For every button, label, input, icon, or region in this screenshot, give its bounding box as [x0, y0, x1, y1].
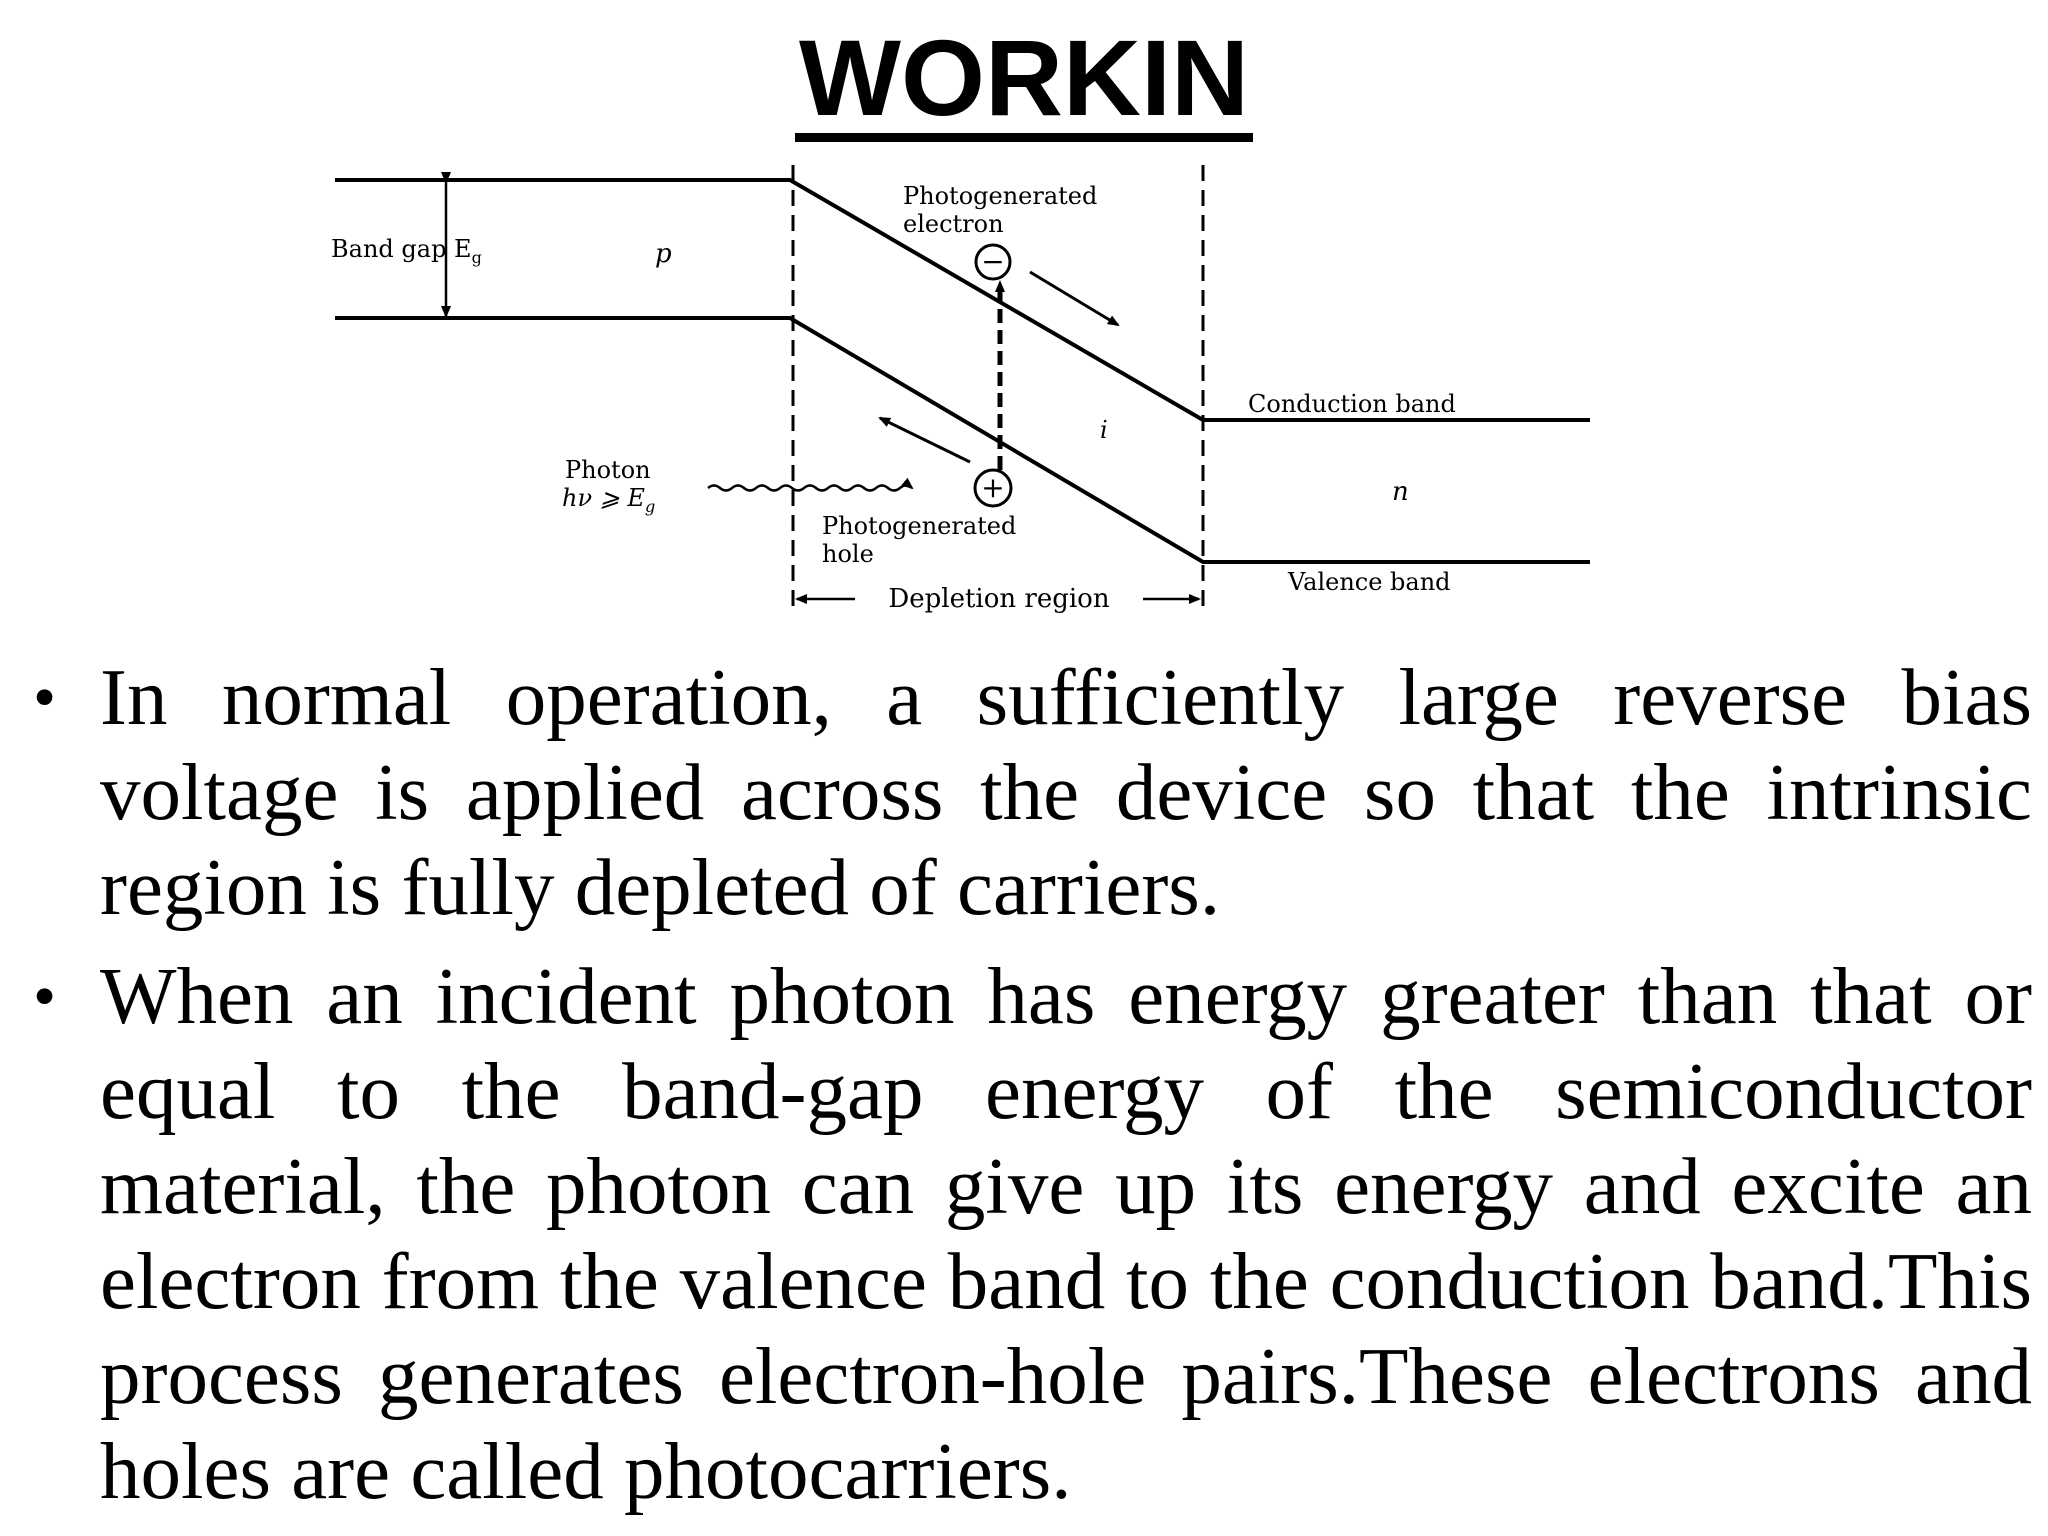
bullet-list [0, 650, 2048, 1533]
photon-wave-arrow [708, 486, 912, 491]
bullet-marker: • [33, 661, 57, 734]
electron-symbol: − [981, 245, 1005, 278]
band-gap-label: Band gap $E_g$ [331, 235, 482, 267]
band-diagram [0, 0, 2048, 620]
slide-title-text: WORKIN [795, 25, 1253, 142]
bullet-text: When an incident photon has energy greater than that or equal to the band-gap energy of the semiconductor material, the photon can give up its energy and excite an electron from the valence band to the conduction band.This process generates electron-hole pairs.These electrons and holes are called photocarriers. [100, 951, 2032, 1516]
n-region-label: n [1392, 477, 1409, 507]
electron-drift-arrow [1030, 272, 1118, 325]
bullet-item [0, 949, 2048, 1519]
photogen-electron-label: Photogenerated electron [903, 182, 1098, 238]
valence-band-label: Valence band [1288, 568, 1451, 596]
bullet-marker: • [33, 960, 57, 1033]
depletion-region-label: Depletion region [888, 584, 1110, 614]
photon-energy-label: hν ⩾ $E_g$ [562, 484, 656, 516]
conduction-band-label: Conduction band [1248, 390, 1456, 418]
hole-drift-arrow [880, 418, 970, 462]
hole-symbol: + [981, 471, 1005, 504]
photogen-hole-label: Photogenerated hole [822, 512, 1017, 568]
photon-label: Photon [565, 456, 651, 484]
bullet-item [0, 650, 2048, 935]
bullet-text: In normal operation, a sufficiently large reverse bias voltage is applied across the device so that the intrinsic region is fully depleted of carriers. [100, 652, 2032, 932]
p-region-label: p [655, 239, 672, 269]
i-region-label: i [1100, 416, 1108, 444]
